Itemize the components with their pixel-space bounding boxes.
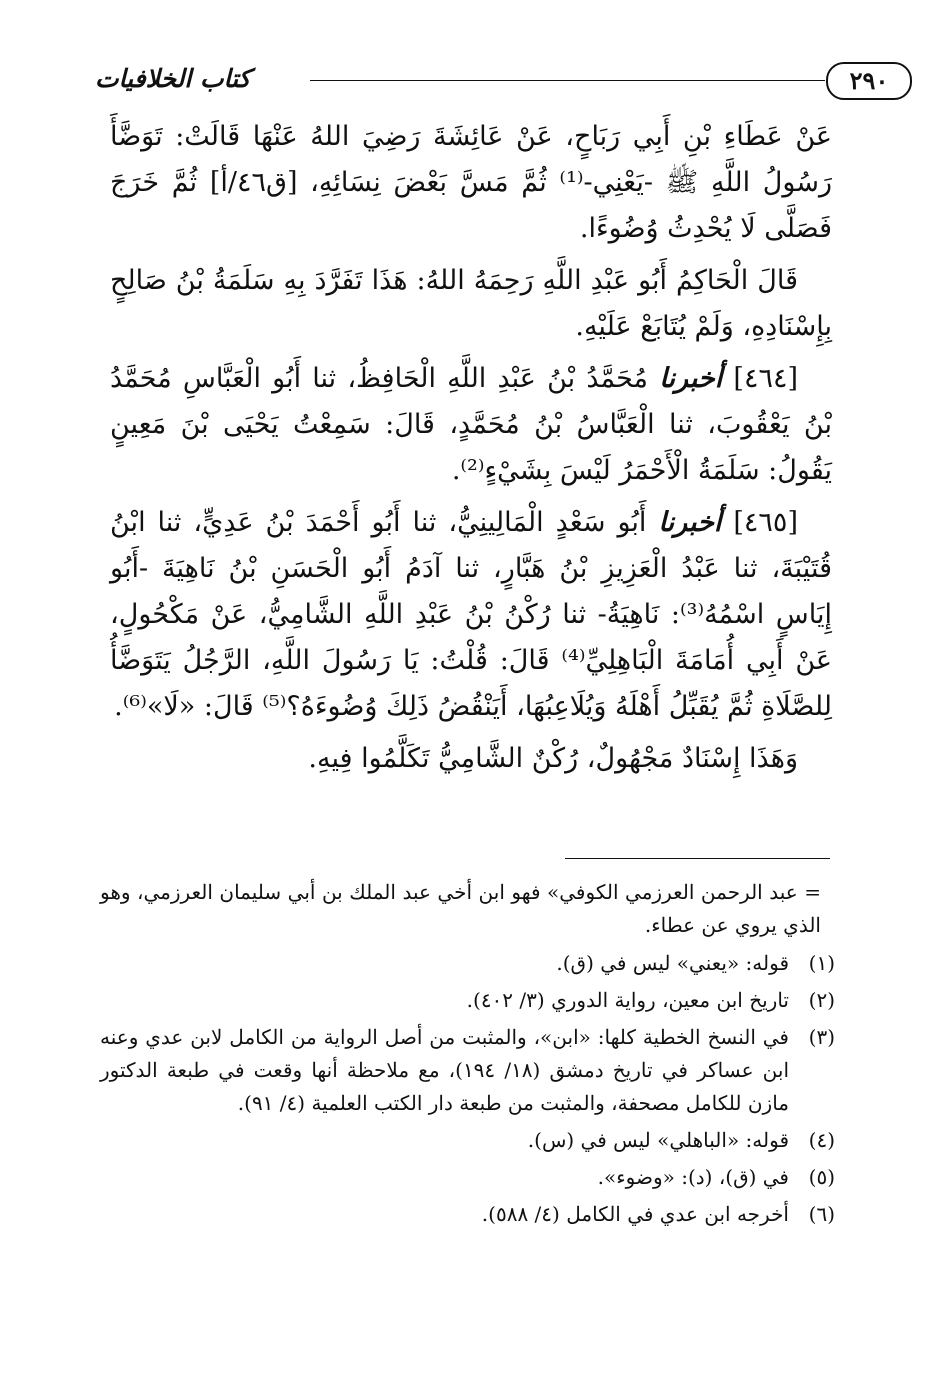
hadith-lead-word: أخبرنا	[659, 363, 723, 394]
footnotes	[100, 876, 835, 1235]
page-number: ٢٩٠	[826, 62, 912, 100]
main-text	[110, 114, 832, 788]
footnote-text: في (ق)، (د): «وضوء».	[597, 1165, 789, 1189]
footnote-number: (٢)	[808, 988, 835, 1012]
footnote	[100, 1124, 835, 1157]
footnote-text: قوله: «يعني» ليس في (ق).	[556, 951, 789, 975]
footnote-text: أخرجه ابن عدي في الكامل (٤/ ٥٨٨).	[481, 1202, 789, 1226]
paragraph-hakim-comment	[110, 258, 832, 350]
footnote-number: (١)	[808, 951, 835, 975]
paragraph-isnad-comment	[110, 736, 832, 782]
footnote-separator	[565, 858, 830, 859]
paragraph-text: قَالَ الْحَاكِمُ أَبُو عَبْدِ اللَّهِ رَحِمَهُ اللهُ: هَذَا تَفَرَّدَ بِهِ سَلَمَةُ بْنُ صَالِحٍ بِإِسْنَادِهِ، وَلَمْ يُتَابَعْ عَلَيْهِ.	[110, 265, 832, 342]
page-header	[80, 58, 889, 102]
footnote-text: في النسخ الخطية كلها: «ابن»، والمثبت من أصل الرواية من الكامل لابن عدي وعنه ابن عساكر في تاريخ دمشق (١٨/ ١٩٤)، مع ملاحظة أنها وقعت في طبعة الدكتور مازن للكامل مصحفة، والمثبت من طبعة دار الكتب العلمية (٤/ ٩١).	[100, 1025, 789, 1115]
paragraph-text: أَبُو سَعْدٍ الْمَالِينِيُّ، ثنا أَبُو أَحْمَدَ بْنُ عَدِيٍّ، ثنا ابْنُ قُتَيْبَةَ، ثنا عَبْدُ الْعَزِيزِ بْنُ هَبَّارٍ، ثنا آدَمُ أَبُو الْحَسَنِ بْنُ نَاهِيَةَ -أَبُو إِيَاسٍ اسْمُهُ⁽³⁾: نَاهِيَةُ- ثنا رُكْنُ بْنُ عَبْدِ اللَّهِ الشَّامِيُّ، عَنْ مَكْحُولٍ، عَنْ أَبِي أُمَامَةَ الْبَاهِلِيِّ⁽⁴⁾ قَالَ: قُلْتُ: يَا رَسُولَ اللَّهِ، الرَّجُلُ يَتَوَضَّأُ لِلصَّلَاةِ ثُمَّ يُقَبِّلُ أَهْلَهُ وَيُلَاعِبُهَا، أَيَنْقُضُ ذَلِكَ وُضُوءَهُ؟⁽⁵⁾ قَالَ: «لَا»⁽⁶⁾.	[110, 507, 833, 722]
paragraph-hadith-continuation	[110, 114, 832, 252]
paragraph-text: عَنْ عَطَاءِ بْنِ أَبِي رَبَاحٍ، عَنْ عَائِشَةَ رَضِيَ اللهُ عَنْهَا قَالَتْ: تَوَضَّأَ رَسُولُ اللَّهِ ﷺ -يَعْنِي-⁽¹⁾ ثُمَّ مَسَّ بَعْضَ نِسَائِهِ، [ق٤٦/أ] ثُمَّ خَرَجَ فَصَلَّى لَا يُحْدِثُ وُضُوءًا.	[110, 121, 832, 244]
running-title: كتاب الخلافيات	[95, 64, 251, 93]
hadith-number: [٤٦٤]	[733, 363, 798, 394]
footnote	[100, 1161, 835, 1194]
footnote-number: (٥)	[808, 1165, 835, 1189]
paragraph-hadith-464	[110, 356, 832, 494]
footnote-number: (٦)	[808, 1202, 835, 1226]
footnote	[100, 984, 835, 1017]
header-rule	[310, 80, 825, 81]
hadith-lead-word: أخبرنا	[658, 507, 722, 538]
footnote-text: تاريخ ابن معين، رواية الدوري (٣/ ٤٠٢).	[466, 988, 789, 1012]
paragraph-text: وَهَذَا إِسْنَادٌ مَجْهُولٌ، رُكْنٌ الشَّامِيُّ تَكَلَّمُوا فِيهِ.	[308, 743, 798, 774]
footnote-number: (٣)	[808, 1025, 835, 1049]
footnote-number: (٤)	[808, 1128, 835, 1152]
footnote-text: قوله: «الباهلي» ليس في (س).	[527, 1128, 789, 1152]
hadith-number: [٤٦٥]	[733, 507, 798, 538]
paragraph-text: مُحَمَّدُ بْنُ عَبْدِ اللَّهِ الْحَافِظُ، ثنا أَبُو الْعَبَّاسِ مُحَمَّدُ بْنُ يَعْقُوبَ، ثنا الْعَبَّاسُ بْنُ مُحَمَّدٍ، قَالَ: سَمِعْتُ يَحْيَى بْنَ مَعِينٍ يَقُولُ: سَلَمَةُ الْأَحْمَرُ لَيْسَ بِشَيْءٍ⁽²⁾.	[110, 363, 832, 486]
paragraph-hadith-465	[110, 500, 832, 730]
footnote-continuation: = عبد الرحمن العرزمي الكوفي» فهو ابن أخي عبد الملك بن أبي سليمان العرزمي، وهو الذي يروي عن عطاء.	[100, 880, 821, 937]
footnote	[100, 1021, 835, 1120]
footnote	[100, 1198, 835, 1231]
footnote	[100, 947, 835, 980]
